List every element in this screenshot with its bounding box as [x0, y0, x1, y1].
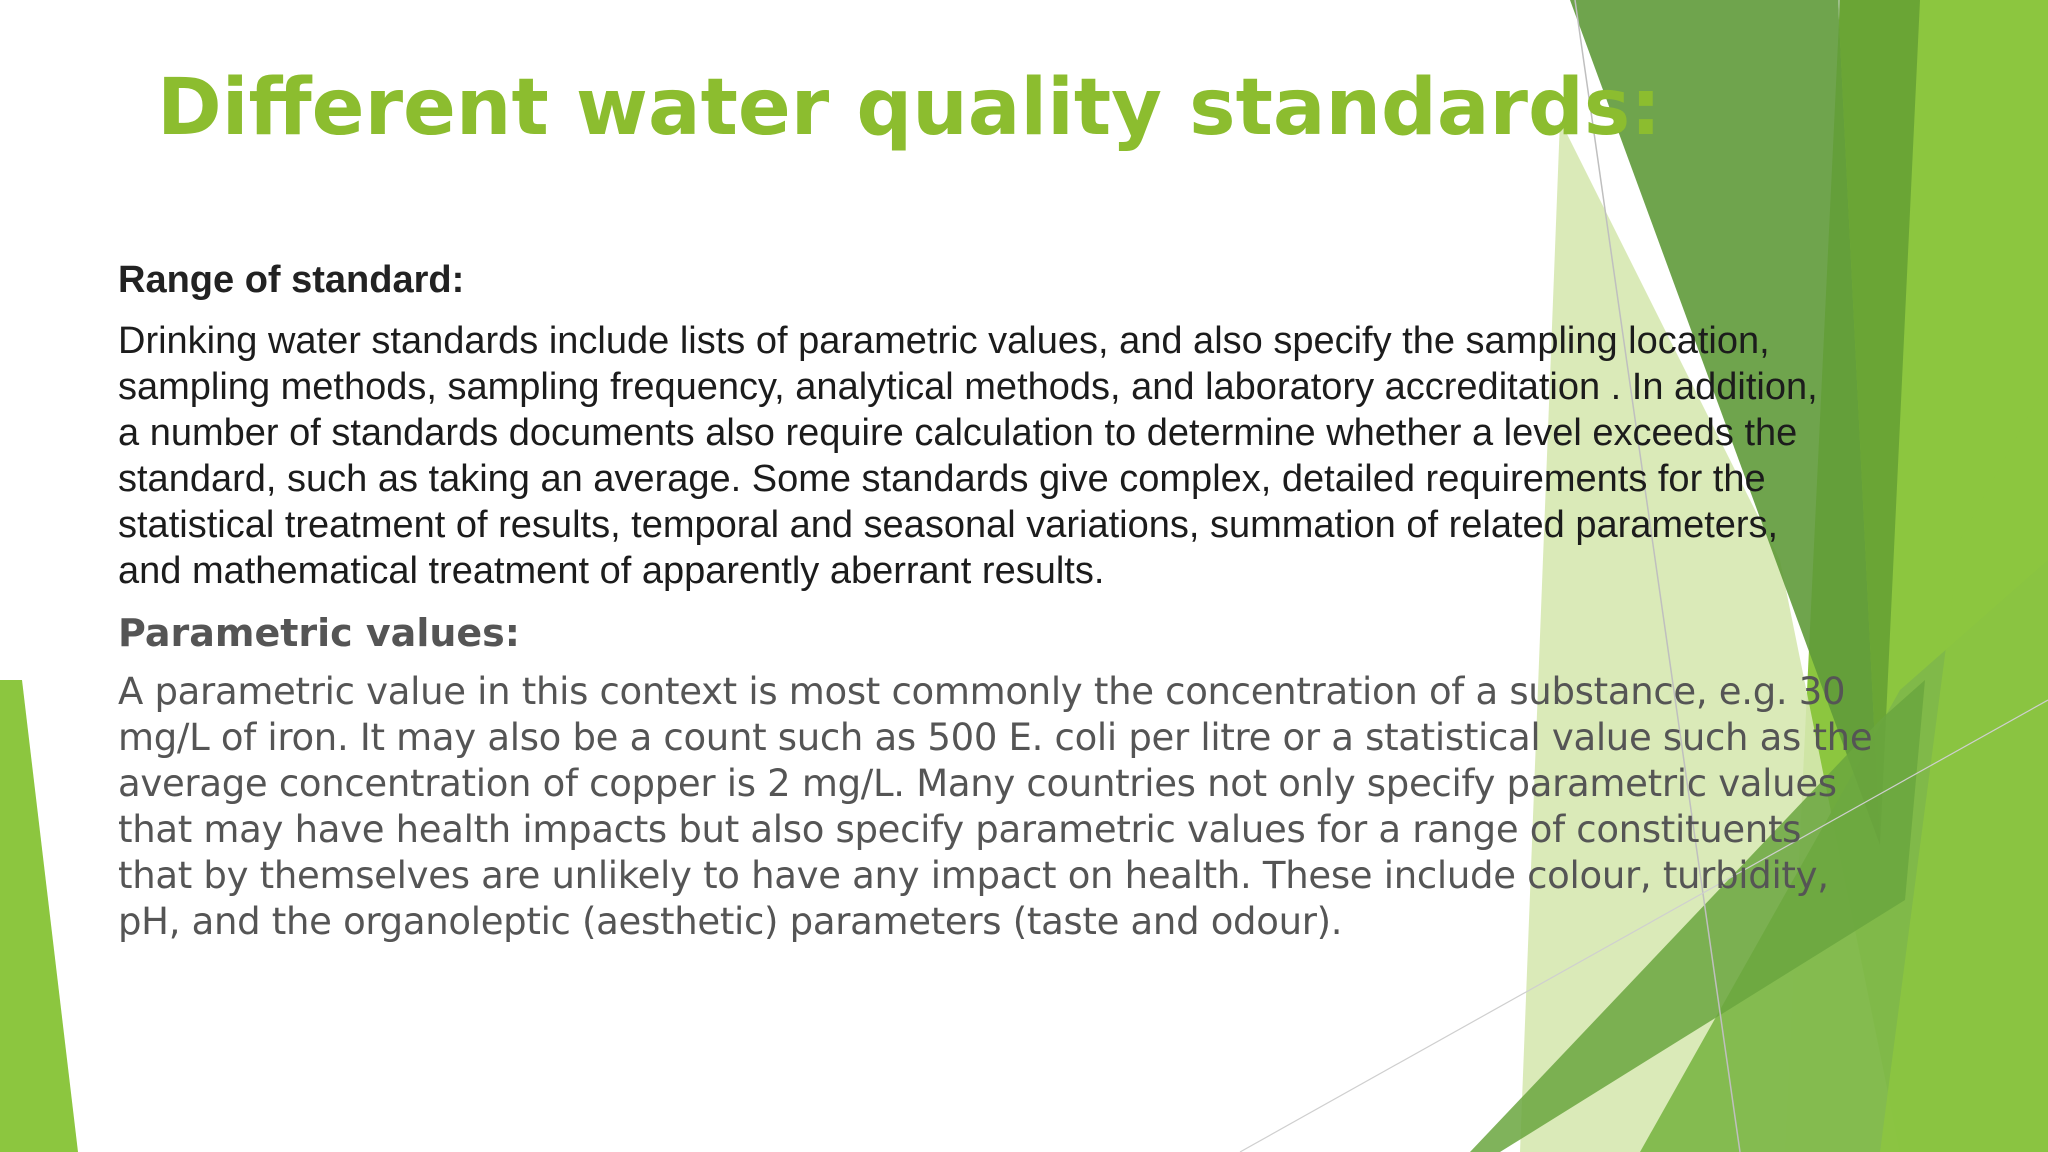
left-green-sliver: [0, 680, 78, 1152]
slide-title: Different water quality standards:: [157, 63, 1662, 153]
section-heading-range: Range of standard:: [118, 259, 465, 301]
section-text-range: Drinking water standards include lists of parametric values, and also specify the sampling location, sampling methods, sampling frequency, analytical methods, and laboratory accreditation . In addition, a number of standards documents also require calculation to determine whether a level exceeds the standard, such as taking an average. Some standards give complex, detailed requirements for the statistical treatment of results, temporal and seasonal variations, summation of related parameters, and mathematical treatment of apparently aberrant results.: [118, 319, 1818, 592]
section-text-parametric: A parametric value in this context is most commonly the concentration of a substance, e.g. 30 mg/L of iron. It may also be a count such as 500 E. coli per litre or a statistical value such as the average concentration of copper is 2 mg/L. Many countries not only specify parametric values that may have health impacts but also specify parametric values for a range of constituents that by themselves are unlikely to have any impact on health. These include colour, turbidity, pH, and the organoleptic (aesthetic) parameters (taste and odour).: [118, 670, 1873, 944]
section-heading-parametric: Parametric values:: [118, 610, 520, 655]
slide-content: [118, 258, 1878, 945]
